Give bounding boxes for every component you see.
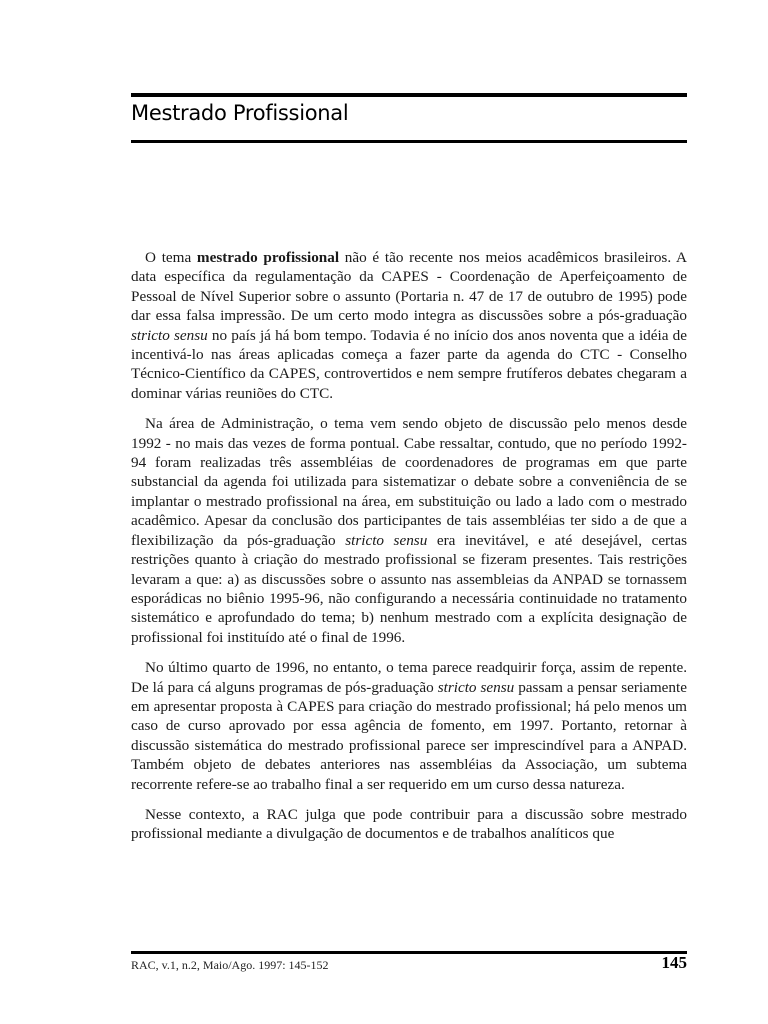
bold-term: mestrado profissional: [196, 249, 340, 266]
page-number: 145: [661, 953, 687, 972]
lead-word: O: [145, 249, 156, 266]
paragraph-4: [131, 805, 687, 844]
article-body: [131, 248, 687, 855]
paragraph-3: [131, 658, 687, 794]
italic-term: stricto sensu: [437, 678, 515, 696]
top-rule: [131, 93, 687, 97]
footer-rule: [131, 951, 687, 954]
paragraph-1: [131, 248, 687, 403]
paragraph-2: [131, 414, 687, 647]
paragraph-2-pre: Na área de Administração, o tema vem sendo objeto de discussão pelo menos desde 1992 - no mais das vezes de forma pontual. Cabe ressaltar, contudo, que no período 1992-94 foram realizadas três assembléias de coordenadores de programas em que parte substancial da agenda foi utilizada para sistematizar o debate sobre a conveniência de se implantar o mestrado profissional na área, em substituição ou lado a lado com o mestrado acadêmico. Apesar da conclusão dos participantes de tais assembléias ter sido a de que a flexibilização da pós-graduação: [131, 415, 687, 549]
italic-term: stricto sensu: [345, 531, 428, 549]
section-title: Mestrado Profissional: [131, 101, 349, 125]
title-underline-rule: [131, 140, 687, 143]
italic-term: stricto sensu: [131, 326, 208, 344]
paragraph-3-pre: No último quarto de 1996, no entanto, o tema parece readquirir força, assim de repente. De lá para cá alguns programas de pós-graduação: [131, 659, 687, 696]
paragraph-1-post: não é tão recente nos meios acadêmicos brasileiros. A data específica da regulamentação da CAPES - Coordenação de Aperfeiçoamento de Pessoal de Nível Superior sobre o assunto (Portaria n. 47 de 17 de outubro de 1995) pode dar essa falsa impressão. De um certo modo integra as discussões sobre a pós-graduação: [131, 249, 687, 325]
journal-citation: RAC, v.1, n.2, Maio/Ago. 1997: 145-152: [131, 958, 329, 972]
paragraph-1-tail: no país já há bom tempo. Todavia é no início dos anos noventa que a idéia de incentivá-lo nas áreas aplicadas começa a fazer parte da agenda do CTC - Conselho Técnico-Científico da CAPES, controvertidos e nem sempre frutíferos debates chegaram a dominar várias reuniões do CTC.: [131, 326, 687, 402]
paragraph-4-text: Nesse contexto, a RAC julga que pode contribuir para a discussão sobre mestrado profissional mediante a divulgação de documentos e de trabalhos analíticos que: [131, 805, 687, 843]
paragraph-1-pre: tema: [155, 249, 197, 266]
paragraph-2-tail: era inevitável, e até desejável, certas restrições quanto à criação do mestrado profissional se fizeram presentes. Tais restrições levaram a que: a) as discussões sobre o assunto nas assembleias da ANPAD se tornassem esporádicas no biênio 1995-96, não configurando a necessária continuidade no tratamento sistemático e aprofundado do tema; b) nenhum mestrado com a explícita designação de profissional foi instituído até o final de 1996.: [131, 531, 687, 646]
paragraph-3-tail: passam a pensar seriamente em apresentar proposta à CAPES para criação do mestrado profissional; há pelo menos um caso de curso aprovado por essa agência de fomento, em 1997. Portanto, retornar à discussão sistemática do mestrado profissional parece ser imprescindível para a ANPAD. Também objeto de debates anteriores nas assembléias da Associação, um subtema recorrente refere-se ao trabalho final a ser requerido em um curso dessa natureza.: [131, 678, 687, 793]
